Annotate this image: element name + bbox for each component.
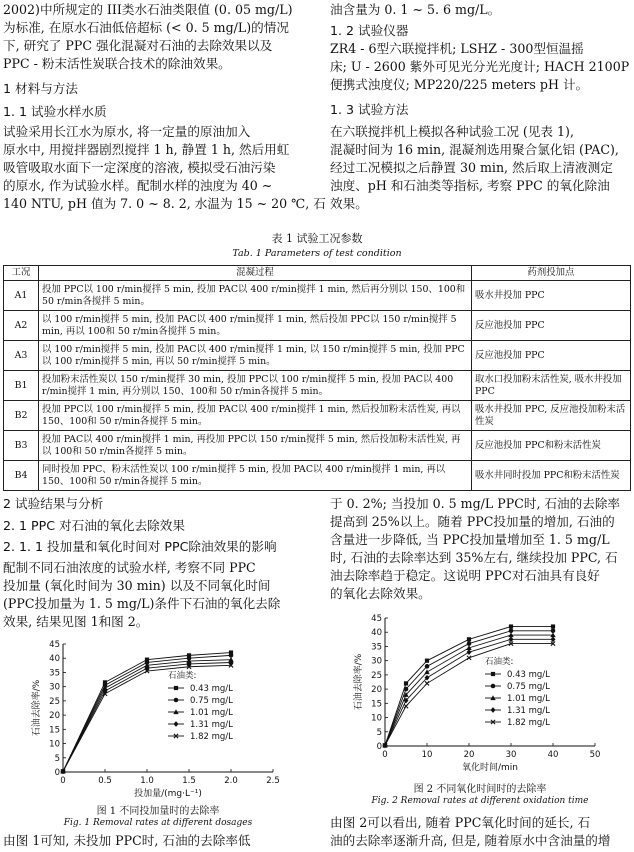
legend-title: 石油类: — [485, 657, 514, 667]
y-tick-label: 15 — [371, 699, 382, 710]
body-line: 试验采用长江水为原水, 将一定量的原油加入 — [3, 124, 251, 139]
data-point — [404, 687, 409, 692]
condition-process: 以 100 r/min搅拌 5 min, 投加 PAC以 400 r/min搅拌 1 min, 然后投加 PPC以 150 r/min搅拌 5 min, 再以 100和 50 r/min各搅拌 5 min。 — [39, 311, 472, 341]
y-tick-label: 25 — [49, 696, 60, 707]
body-line: 混凝时间为 16 min, 混凝剂选用聚合氯化铝 (PAC), — [330, 142, 619, 157]
x-tick-label: 2.0 — [224, 776, 238, 786]
y-tick-label: 5 — [376, 727, 382, 738]
body-line: 下, 研究了 PPC 强化混凝对石油的去除效果以及 — [3, 38, 273, 53]
x-tick-label: 50 — [589, 750, 601, 760]
x-tick-label: 40 — [547, 750, 559, 760]
y-tick-label: 0 — [376, 742, 382, 752]
body-line: 由图 1可知, 未投加 PPC时, 石油的去除率低 — [3, 833, 251, 848]
data-point — [491, 707, 496, 713]
condition-id: A3 — [4, 341, 39, 371]
figure-2-chart — [330, 610, 630, 778]
condition-dosing: 吸水井投加 PPC, 反应池投加粉末活性炭 — [472, 401, 631, 431]
body-line: 浊度、pH 和石油类等指标, 考察 PPC 的氧化除油 — [330, 178, 610, 193]
body-line: 时, 石油的去除率达到 35%左右, 继续投加 PPC, 石 — [330, 550, 618, 565]
conditions-table — [3, 265, 631, 491]
table-row — [4, 401, 631, 431]
legend-entry: 1.01 mg/L — [507, 694, 550, 704]
legend — [485, 656, 550, 728]
data-point — [467, 649, 472, 655]
legend-entry: 1.82 mg/L — [507, 718, 550, 728]
body-line: 原水中, 用搅拌器剧烈搅拌 1 h, 静置 1 h, 然后用虹 — [3, 142, 290, 157]
condition-dosing: 反应池投加 PPC — [472, 311, 631, 341]
body-line: 配制不同石油浓度的试验水样, 考察不同 PPC — [3, 560, 256, 575]
data-point — [425, 664, 430, 669]
body-line: 140 NTU, pH 值为 7. 0 ~ 8. 2, 水温为 15 ~ 20 ℃, 石 — [3, 196, 326, 211]
data-point — [491, 672, 495, 676]
legend-entry: 1.82 mg/L — [190, 732, 233, 742]
table-row — [4, 311, 631, 341]
table-row — [4, 281, 631, 311]
figure-2-caption-cn: 图 2 不同氧化时间时的去除率 — [413, 784, 547, 795]
condition-process: 投加 PAC以 400 r/min搅拌 1 min, 再投加 PPC以 150 r/min搅拌 5 min, 然后投加粉末活性炭, 再以 100和 50 r/min各搅拌 5 min。 — [39, 431, 472, 461]
y-axis-label: 石油去除率/% — [354, 653, 364, 711]
table-header-cell: 混凝过程 — [39, 266, 472, 281]
subsection-heading: 1. 3 试验方法 — [330, 102, 409, 117]
condition-dosing: 反应池投加 PPC和粉末活性炭 — [472, 431, 631, 461]
subsection-heading: 2. 1. 1 投加量和氧化时间对 PPC除油效果的影响 — [3, 539, 277, 554]
x-tick-label: 30 — [505, 750, 517, 760]
body-line: 的原水, 作为试验水样。配制水样的浊度为 40 ~ — [3, 178, 273, 193]
body-line: ZR4 - 6型六联搅拌机; LSHZ - 300型恒温摇 — [330, 41, 584, 56]
x-tick-label: 0 — [382, 750, 388, 760]
y-tick-label: 10 — [49, 739, 60, 750]
subsection-heading: 2. 1 PPC 对石油的氧化去除效果 — [3, 518, 185, 533]
x-tick-label: 1.0 — [140, 776, 154, 786]
figure-2-caption-en: Fig. 2 Removal rates at different oxidation time — [371, 796, 589, 806]
body-line: 效果, 结果见图 1和图 2。 — [3, 614, 149, 629]
condition-process: 以 100 r/min搅拌 5 min, 投加 PAC以 400 r/min搅拌 1 min, 以 150 r/min搅拌 5 min, 投加 PPC以 100 r/min搅拌 5 min, 再以 50 r/min搅拌 5 min。 — [39, 341, 472, 371]
y-tick-label: 5 — [54, 753, 60, 764]
y-tick-label: 15 — [49, 725, 60, 736]
subsection-heading: 1. 1 试验水样水质 — [3, 104, 107, 119]
section-heading: 1 材料与方法 — [3, 81, 78, 96]
body-line: 吸管吸取水面下一定深度的溶液, 模拟受石油污染 — [3, 160, 276, 175]
body-line: 为标准, 在原水石油低倍超标 (< 0. 5 mg/L)的情况 — [3, 20, 289, 35]
x-tick-label: 10 — [421, 750, 433, 760]
section-heading: 2 试验结果与分析 — [3, 496, 104, 511]
table-title-cn: 表 1 试验工况参数 — [271, 232, 363, 245]
subsection-heading: 1. 2 试验仪器 — [330, 23, 409, 38]
data-point — [174, 721, 179, 727]
body-line: 便携式浊度仪; MP220/225 meters pH 计。 — [330, 77, 589, 92]
x-tick-label: 2.5 — [266, 776, 280, 786]
y-tick-label: 35 — [49, 668, 60, 679]
body-line: 2002)中所规定的 III类水石油类限值 (0. 05 mg/L) — [3, 2, 293, 17]
table-header-cell: 药剂投加点 — [472, 266, 631, 281]
body-line: 的氧化去除效果。 — [330, 586, 431, 601]
data-point — [509, 624, 513, 628]
data-point — [467, 637, 471, 641]
condition-process: 投加 PPC以 100 r/min搅拌 5 min, 投加 PAC以 400 r/min搅拌 1 min, 然后再分别以 150、100和 50 r/min各搅拌 5 min。 — [39, 281, 472, 311]
x-tick-label: 0.5 — [98, 776, 112, 786]
condition-id: A1 — [4, 281, 39, 311]
body-line: 含量进一步降低, 当 PPC投加量增加至 1. 5 mg/L — [330, 532, 610, 547]
data-point — [425, 659, 429, 663]
x-tick-label: 1.5 — [182, 776, 196, 786]
condition-id: B1 — [4, 371, 39, 401]
figure-1-chart — [8, 636, 308, 804]
data-point — [467, 656, 471, 660]
y-tick-label: 20 — [49, 711, 60, 722]
condition-id: B3 — [4, 431, 39, 461]
body-line: 油含量为 0. 1 ~ 5. 6 mg/L。 — [330, 2, 501, 17]
condition-id: A2 — [4, 311, 39, 341]
y-tick-label: 20 — [371, 685, 382, 696]
legend — [168, 670, 233, 742]
body-line: 效果。 — [330, 196, 368, 211]
body-line: 经过工况模拟之后静置 30 min, 然后取上清液测定 — [330, 160, 613, 175]
table-row — [4, 371, 631, 401]
legend-entry: 0.43 mg/L — [507, 670, 550, 680]
table-row — [4, 461, 631, 491]
y-tick-label: 10 — [371, 713, 382, 724]
body-line: 油去除率趋于稳定。这说明 PPC对石油具有良好 — [330, 568, 600, 583]
legend-entry: 1.01 mg/L — [190, 708, 233, 718]
y-tick-label: 25 — [371, 670, 382, 681]
data-point — [425, 681, 429, 685]
condition-id: B4 — [4, 461, 39, 491]
body-line: 油的去除率逐渐升高, 但是, 随着原水中含油量的增 — [330, 833, 611, 848]
data-point — [174, 698, 179, 703]
body-line: 床; U - 2600 紫外可见光分光光度计; HACH 2100P — [330, 59, 630, 74]
condition-process: 投加粉末活性炭以 150 r/min搅拌 30 min, 投加 PPC以 100 r/min搅拌 5 min, 投加 PAC以 400 r/min搅拌 1 min, 再分别以 150、100和 50 r/min各搅拌 5 min。 — [39, 371, 472, 401]
table-row — [4, 341, 631, 371]
y-tick-label: 35 — [371, 642, 382, 653]
table-title-en: Tab. 1 Parameters of test condition — [232, 248, 402, 259]
legend-entry: 1.31 mg/L — [190, 720, 233, 730]
x-tick-label: 20 — [463, 750, 475, 760]
data-point — [174, 686, 178, 690]
y-axis-label: 石油去除率/% — [32, 679, 42, 737]
condition-dosing: 反应池投加 PPC — [472, 341, 631, 371]
y-tick-label: 0 — [54, 768, 60, 778]
legend-entry: 1.31 mg/L — [507, 706, 550, 716]
y-tick-label: 30 — [49, 682, 60, 693]
table-header-row — [4, 266, 631, 281]
condition-dosing: 取水口投加粉末活性炭, 吸水井投加 PPC — [472, 371, 631, 401]
data-point — [491, 684, 496, 689]
data-point — [404, 704, 408, 708]
y-tick-label: 45 — [49, 640, 60, 650]
body-line: 投加量 (氧化时间为 30 min) 以及不同氧化时间 — [3, 578, 271, 593]
legend-entry: 0.43 mg/L — [190, 684, 233, 694]
series — [61, 663, 233, 773]
data-point — [424, 669, 429, 674]
condition-dosing: 吸水井投加 PPC — [472, 281, 631, 311]
data-point — [551, 624, 555, 628]
legend-entry: 0.75 mg/L — [190, 696, 233, 706]
body-line: 于 0. 2%; 当投加 0. 5 mg/L PPC时, 石油的去除率 — [330, 496, 621, 511]
figure-1-caption-en: Fig. 1 Removal rates at different dosages — [63, 818, 253, 828]
x-tick-label: 0 — [60, 776, 66, 786]
y-tick-label: 30 — [371, 656, 382, 667]
x-axis-label: 氧化时间/min — [461, 763, 519, 773]
legend-entry: 0.75 mg/L — [507, 682, 550, 692]
data-point — [404, 681, 408, 685]
y-tick-label: 40 — [49, 654, 60, 665]
body-line: 由图 2可以看出, 随着 PPC氧化时间的延长, 石 — [330, 815, 591, 830]
condition-id: B2 — [4, 401, 39, 431]
y-tick-label: 45 — [371, 614, 382, 624]
condition-dosing: 吸水井同时投加 PPC和粉末活性炭 — [472, 461, 631, 491]
series-line — [385, 639, 553, 745]
figure-1-caption-cn: 图 1 不同投加量时的去除率 — [96, 806, 220, 817]
y-tick-label: 40 — [371, 628, 382, 639]
table-row — [4, 431, 631, 461]
body-line: (PPC投加量为 1. 5 mg/L)条件下石油的氧化去除 — [3, 596, 281, 611]
x-axis-label: 投加量/(mg·L⁻¹) — [134, 789, 202, 799]
body-line: 在六联搅拌机上模拟各种试验工况 (见表 1), — [330, 124, 574, 139]
body-line: PPC - 粉末活性炭联合技术的除油效果。 — [3, 56, 231, 71]
legend-title: 石油类: — [168, 671, 197, 681]
condition-process: 同时投加 PPC、粉末活性炭以 100 r/min搅拌 5 min, 投加 PAC以 400 r/min搅拌 1 min, 再以 150、100和 50 r/min各搅拌 5 min。 — [39, 461, 472, 491]
condition-process: 投加 PPC以 100 r/min搅拌 5 min, 投加 PAC以 400 r/min搅拌 1 min, 然后投加粉末活性炭, 再以 150、100和 50 r/min各搅拌 5 min。 — [39, 401, 472, 431]
table-header-cell: 工况 — [4, 266, 39, 281]
body-line: 提高到 25%以上。随着 PPC投加量的增加, 石油的 — [330, 514, 615, 529]
